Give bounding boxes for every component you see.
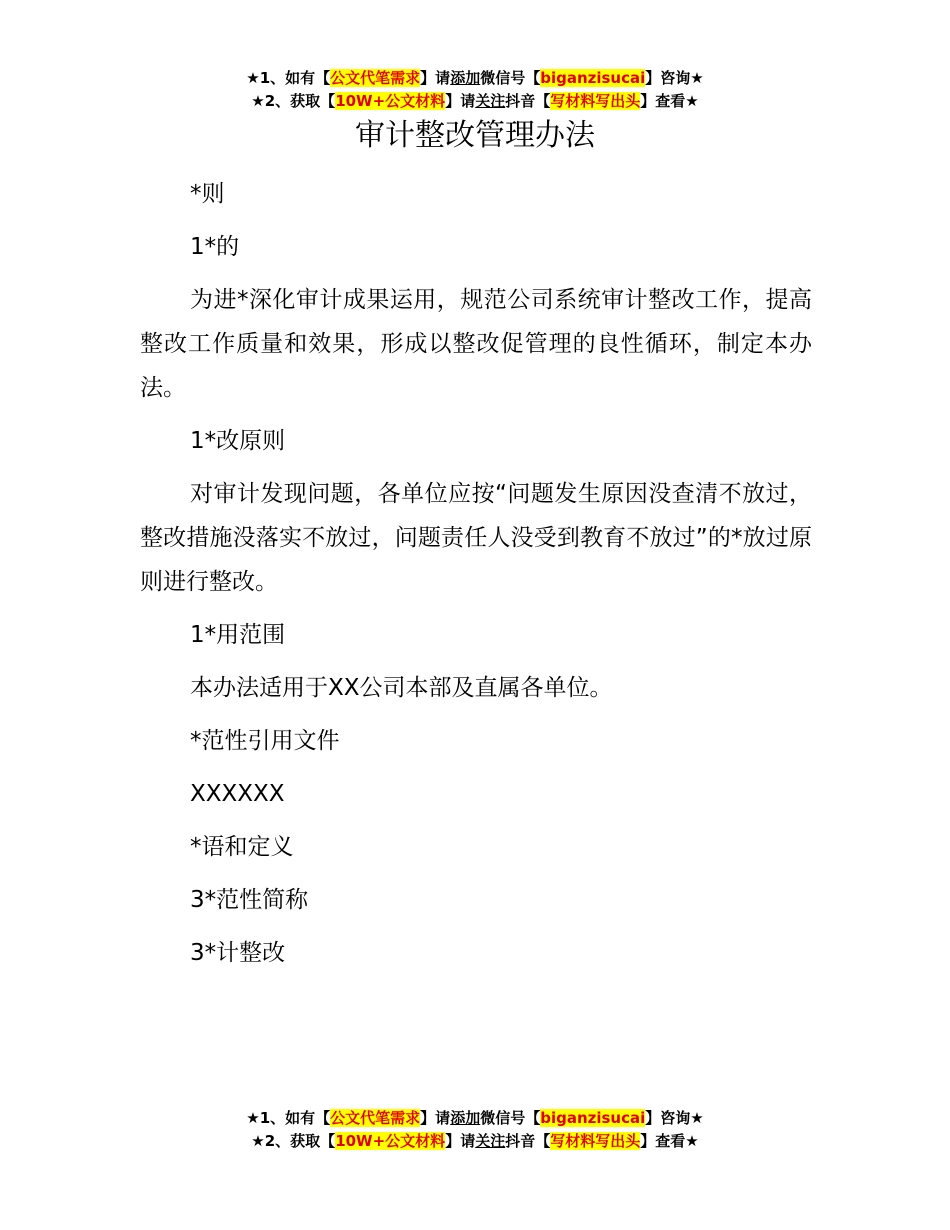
header-banner: [0, 67, 950, 113]
document-body: [140, 172, 812, 984]
highlight-wechat-id: biganzisucai: [540, 69, 646, 87]
paragraph-purpose: 为进*深化审计成果运用，规范公司系统审计整改工作，提高整改工作质量和效果，形成以整改促管理的良性循环，制定本办法。: [140, 287, 812, 401]
highlight-materials: 10W+公文材料: [335, 92, 446, 110]
highlight-douyin: 写材料写出头: [550, 92, 641, 110]
highlight-service: 公文代笔需求: [330, 69, 421, 87]
footer-banner-line-1: ★1、如有【公文代笔需求】请添加微信号【biganzisucai】咨询★: [246, 1109, 704, 1127]
section-heading-general: *则: [190, 181, 225, 207]
document-title: 审计整改管理办法: [355, 118, 595, 153]
footer-highlight-materials: 10W+公文材料: [335, 1132, 446, 1150]
footer-banner-line-2: ★2、获取【10W+公文材料】请关注抖音【写材料写出头】查看★: [251, 1132, 699, 1150]
footer-highlight-wechat-id: biganzisucai: [540, 1109, 646, 1127]
paragraph-references: XXXXXX: [190, 781, 285, 807]
footer-banner: [0, 1107, 950, 1153]
section-heading-references: *范性引用文件: [190, 728, 340, 754]
footer-highlight-service: 公文代笔需求: [330, 1109, 421, 1127]
banner-line-2: ★2、获取【10W+公文材料】请关注抖音【写材料写出头】查看★: [251, 92, 699, 110]
paragraph-principle: 对审计发现问题，各单位应按“问题发生原因没查清不放过，整改措施没落实不放过，问题责任人没受到教育不放过”的*放过原则进行整改。: [140, 481, 812, 595]
section-heading-principle: 1*改原则: [190, 428, 286, 454]
paragraph-scope: 本办法适用于XX公司本部及直属各单位。: [190, 675, 613, 701]
section-heading-audit-rectification: 3*计整改: [190, 940, 286, 966]
footer-highlight-douyin: 写材料写出头: [550, 1132, 641, 1150]
section-heading-purpose: 1*的: [190, 234, 240, 260]
banner-line-1: ★1、如有【公文代笔需求】请添加微信号【biganzisucai】咨询★: [246, 69, 704, 87]
section-heading-terms: *语和定义: [190, 834, 294, 860]
section-heading-abbreviations: 3*范性简称: [190, 887, 309, 913]
section-heading-scope: 1*用范围: [190, 622, 286, 648]
